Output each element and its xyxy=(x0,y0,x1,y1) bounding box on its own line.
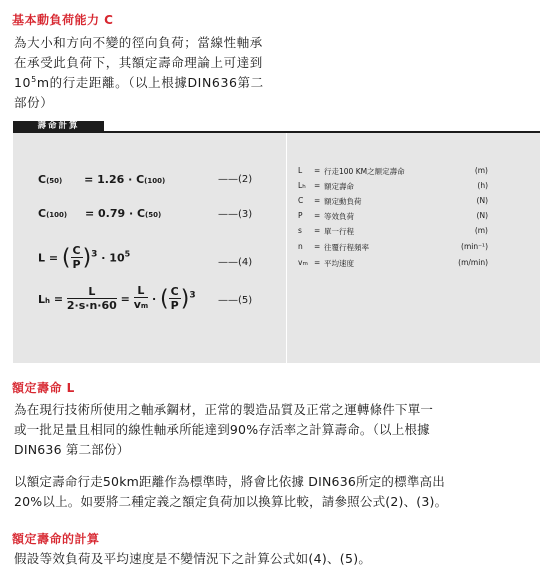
rated-life-paragraph-2 xyxy=(14,472,447,512)
paren-open: ( xyxy=(61,245,71,271)
formula-3-rhs: = 0.79 · C xyxy=(84,207,146,220)
fraction-numerator: C xyxy=(72,244,81,257)
life-calc-paragraph: 假設等效負荷及平均速度是不變情況下之計算公式如(4)、(5)。 xyxy=(14,551,372,566)
para-line xyxy=(14,73,264,93)
legend-symbol: s xyxy=(298,226,302,235)
legend-symbol: n xyxy=(298,242,303,251)
formula-2-lhs-sub: (50) xyxy=(46,177,63,185)
legend-row xyxy=(298,226,488,236)
legend-row xyxy=(298,181,488,191)
legend-unit: (m/min) xyxy=(458,258,488,267)
fraction-denominator xyxy=(134,298,148,313)
legend-symbol-sub: h xyxy=(302,184,306,190)
para-line: 為在現行技術所使用之軸承鋼材，正常的製造品質及正常之運轉條件下單一 xyxy=(14,402,434,417)
legend-description: 平均速度 xyxy=(324,259,354,268)
legend-symbol: C xyxy=(298,196,304,205)
paren-close: ) xyxy=(82,245,92,271)
formula-5-exponent: 3 xyxy=(189,290,196,301)
legend-symbol: L xyxy=(298,166,303,175)
legend-symbol: P xyxy=(298,211,303,220)
formula-3 xyxy=(38,207,161,220)
fraction-denominator: P xyxy=(170,299,179,312)
formula-5-dot: · xyxy=(152,292,157,306)
legend-row xyxy=(298,242,488,252)
formula-3-lhs-sub: (100) xyxy=(46,211,68,219)
section-title-rated-life: 額定壽命 L xyxy=(12,381,75,395)
para-line: 部份） xyxy=(14,95,54,110)
formula-5-lhs: L xyxy=(38,292,46,306)
legend-description: 往覆行程頻率 xyxy=(324,243,369,252)
power-base: 10 xyxy=(14,75,32,90)
formula-2-number: ——(2) xyxy=(218,174,253,185)
legend-unit: (N) xyxy=(476,211,488,220)
formula-5-eq: = xyxy=(53,292,64,306)
denominator-symbol: v xyxy=(133,298,141,311)
formula-2 xyxy=(38,173,165,186)
legend-row xyxy=(298,196,488,206)
legend-equals: = xyxy=(314,242,321,251)
formula-5 xyxy=(38,285,196,313)
formula-4 xyxy=(38,245,130,271)
formula-5-fraction-2 xyxy=(134,285,148,313)
legend-symbol: vm xyxy=(298,258,308,267)
fraction-numerator: C xyxy=(170,285,179,298)
legend-description: 額定壽命 xyxy=(324,182,354,191)
legend-row xyxy=(298,258,488,268)
legend-unit: (h) xyxy=(477,181,488,190)
formula-5-number: ——(5) xyxy=(218,295,253,306)
formula-5-fraction-3 xyxy=(169,286,181,312)
paren-open: ( xyxy=(160,286,169,312)
legend-description: 行走100 KM之額定壽命 xyxy=(324,167,405,176)
formula-4-tail-exponent: 5 xyxy=(124,249,131,259)
formula-4-fraction xyxy=(71,245,83,271)
formula-2-rhs: = 1.26 · C xyxy=(84,173,145,186)
legend-equals: = xyxy=(314,258,321,267)
formula-4-tail: · 10 xyxy=(101,251,125,265)
formula-5-fraction-1 xyxy=(67,286,117,312)
legend-equals: = xyxy=(314,211,321,220)
formula-3-lhs: C xyxy=(38,207,47,220)
calc-divider xyxy=(286,133,287,363)
legend-equals: = xyxy=(314,166,321,175)
denominator-sub: m xyxy=(140,302,149,310)
formula-4-exponent: 3 xyxy=(91,249,98,260)
rated-life-paragraph-1 xyxy=(14,400,433,460)
legend-row xyxy=(298,166,488,176)
legend-description: 額定動負荷 xyxy=(324,197,362,206)
dynamic-load-paragraph xyxy=(14,33,264,113)
calc-box xyxy=(13,133,540,363)
formula-2-lhs: C xyxy=(38,173,47,186)
para-line: DIN636 第二部份） xyxy=(14,442,130,457)
para-line: 在承受此負荷下，其額定壽命理論上可達到 xyxy=(14,55,263,70)
legend-description: 單一行程 xyxy=(324,227,354,236)
formula-5-lhs-sub: h xyxy=(45,296,50,305)
para-line: 20%以上。如要將二種定義之額定負荷加以換算比較，請參照公式(2)、(3)。 xyxy=(14,494,448,509)
calc-tab-label: 壽命計算 xyxy=(13,121,104,132)
formula-4-lhs: L = xyxy=(38,251,59,265)
formula-4-number: ——(4) xyxy=(218,257,253,268)
para-line: 或一批足量且相同的線性軸承所能達到90%存活率之計算壽命。（以上根據 xyxy=(14,422,430,437)
paren-close: ) xyxy=(180,286,190,312)
legend-unit: (m) xyxy=(474,226,488,235)
para-line-rest: m的行走距離。（以上根據DIN636第二 xyxy=(36,75,264,90)
fraction-denominator: 2·s·n·60 xyxy=(66,299,117,312)
legend-row xyxy=(298,211,488,221)
formula-3-number: ——(3) xyxy=(218,209,253,220)
section-title-life-calc: 額定壽命的計算 xyxy=(12,532,100,546)
para-line: 以額定壽命行走50km距離作為標準時，將會比依據 DIN636所定的標準高出 xyxy=(14,474,445,489)
legend-symbol-sub: m xyxy=(302,261,308,267)
power-exponent: 5 xyxy=(31,74,37,84)
legend-symbol: Lh xyxy=(298,181,306,190)
formula-3-rhs-sub: (50) xyxy=(145,211,162,219)
legend-description: 等效負荷 xyxy=(324,212,354,221)
section-title-dynamic-load: 基本動負荷能力 C xyxy=(12,13,114,27)
legend-unit: (min⁻¹) xyxy=(461,242,488,251)
legend-unit: (N) xyxy=(476,196,488,205)
fraction-numerator: L xyxy=(134,285,148,298)
formula-2-rhs-sub: (100) xyxy=(144,177,166,185)
legend-equals: = xyxy=(314,196,321,205)
legend-equals: = xyxy=(314,226,321,235)
legend-equals: = xyxy=(314,181,321,190)
fraction-denominator: P xyxy=(72,258,81,271)
fraction-numerator: L xyxy=(67,286,117,299)
legend-unit: (m) xyxy=(474,166,488,175)
formula-5-eq2: = xyxy=(120,292,130,306)
para-line: 為大小和方向不變的徑向負荷；當線性軸承 xyxy=(14,35,263,50)
